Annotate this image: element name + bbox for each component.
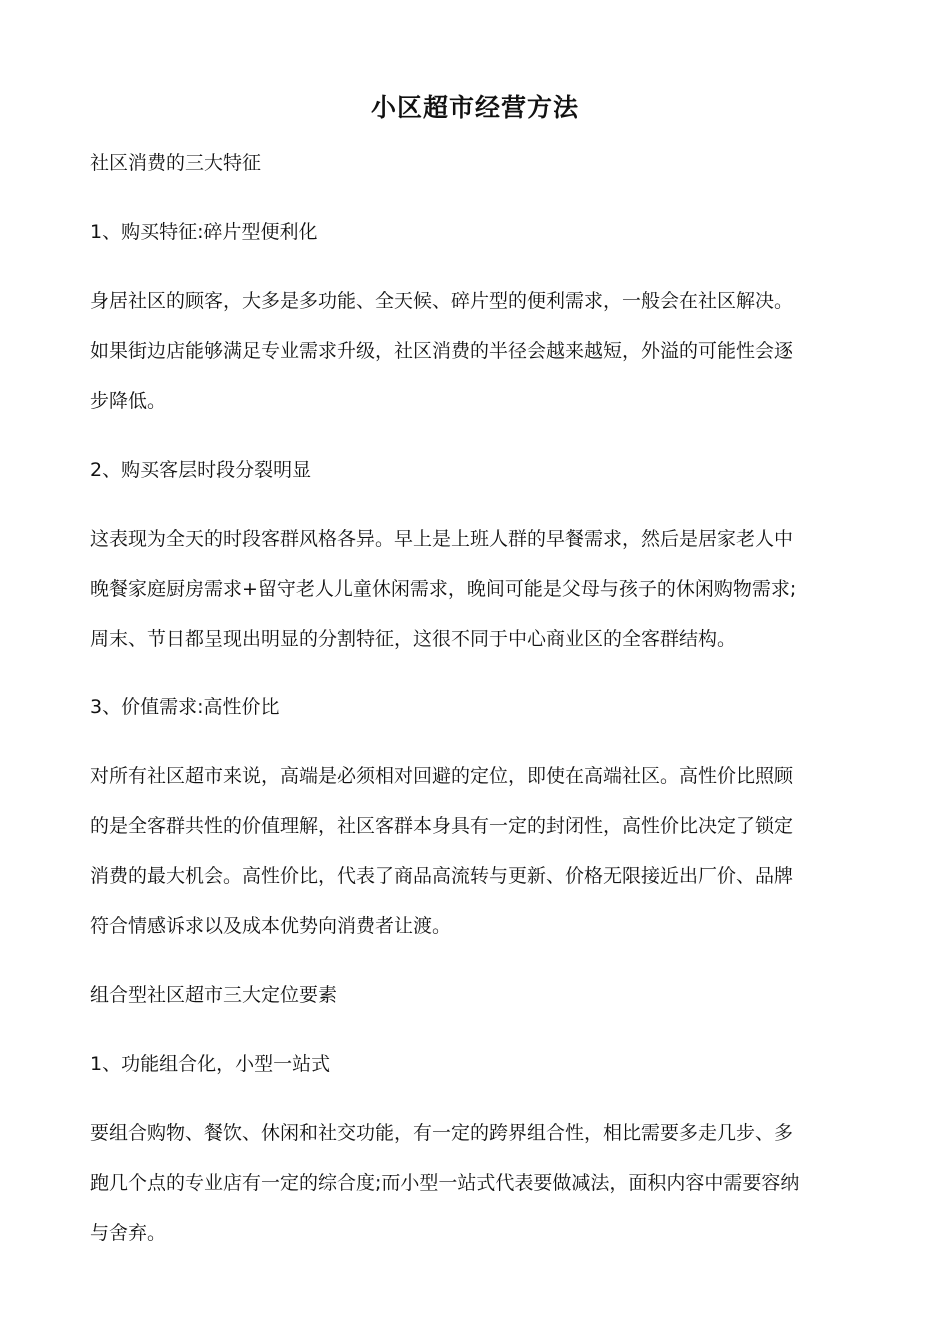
paragraph-time-segments bbox=[90, 514, 860, 664]
paragraph-line: 要组合购物、餐饮、休闲和社交功能，有一定的跨界组合性，相比需要多走几步、多 bbox=[90, 1122, 794, 1144]
paragraph-line: 周末、节日都呈现出明显的分割特征，这很不同于中心商业区的全客群结构。 bbox=[90, 628, 737, 650]
paragraph-line: 如果街边店能够满足专业需求升级，社区消费的半径会越来越短，外溢的可能性会逐 bbox=[90, 340, 794, 362]
paragraph-line: 步降低。 bbox=[90, 390, 167, 412]
paragraph-line: 消费的最大机会。高性价比，代表了商品高流转与更新、价格无限接近出厂价、品牌 bbox=[90, 865, 794, 887]
paragraph-line: 跑几个点的专业店有一定的综合度;而小型一站式代表要做减法，面积内容中需要容纳 bbox=[90, 1172, 800, 1194]
document-title: 小区超市经营方法 bbox=[370, 93, 579, 122]
subheading-purchase-features: 1、购买特征:碎片型便利化 bbox=[90, 221, 318, 243]
paragraph-line: 身居社区的顾客，大多是多功能、全天候、碎片型的便利需求，一般会在社区解决。 bbox=[90, 290, 794, 312]
paragraph-line: 符合情感诉求以及成本优势向消费者让渡。 bbox=[90, 915, 452, 937]
paragraph-line: 的是全客群共性的价值理解，社区客群本身具有一定的封闭性，高性价比决定了锁定 bbox=[90, 815, 794, 837]
subheading-value-demand: 3、价值需求:高性价比 bbox=[90, 696, 280, 718]
paragraph-value-demand bbox=[90, 751, 860, 951]
paragraph-line: 这表现为全天的时段客群风格各异。早上是上班人群的早餐需求，然后是居家老人中 bbox=[90, 528, 794, 550]
paragraph-community-customers bbox=[90, 276, 860, 426]
paragraph-line: 晚餐家庭厨房需求+留守老人儿童休闲需求，晚间可能是父母与孩子的休闲购物需求; bbox=[90, 578, 797, 600]
section-heading-positioning-elements: 组合型社区超市三大定位要素 bbox=[90, 984, 338, 1006]
subheading-function-combination: 1、功能组合化，小型一站式 bbox=[90, 1053, 331, 1075]
paragraph-line: 与舍弃。 bbox=[90, 1222, 167, 1244]
paragraph-line: 对所有社区超市来说，高端是必须相对回避的定位，即使在高端社区。高性价比照顾 bbox=[90, 765, 794, 787]
paragraph-function-combination bbox=[90, 1108, 860, 1258]
subheading-customer-time-segments: 2、购买客层时段分裂明显 bbox=[90, 459, 312, 481]
section-heading-consumption-features: 社区消费的三大特征 bbox=[90, 152, 262, 174]
